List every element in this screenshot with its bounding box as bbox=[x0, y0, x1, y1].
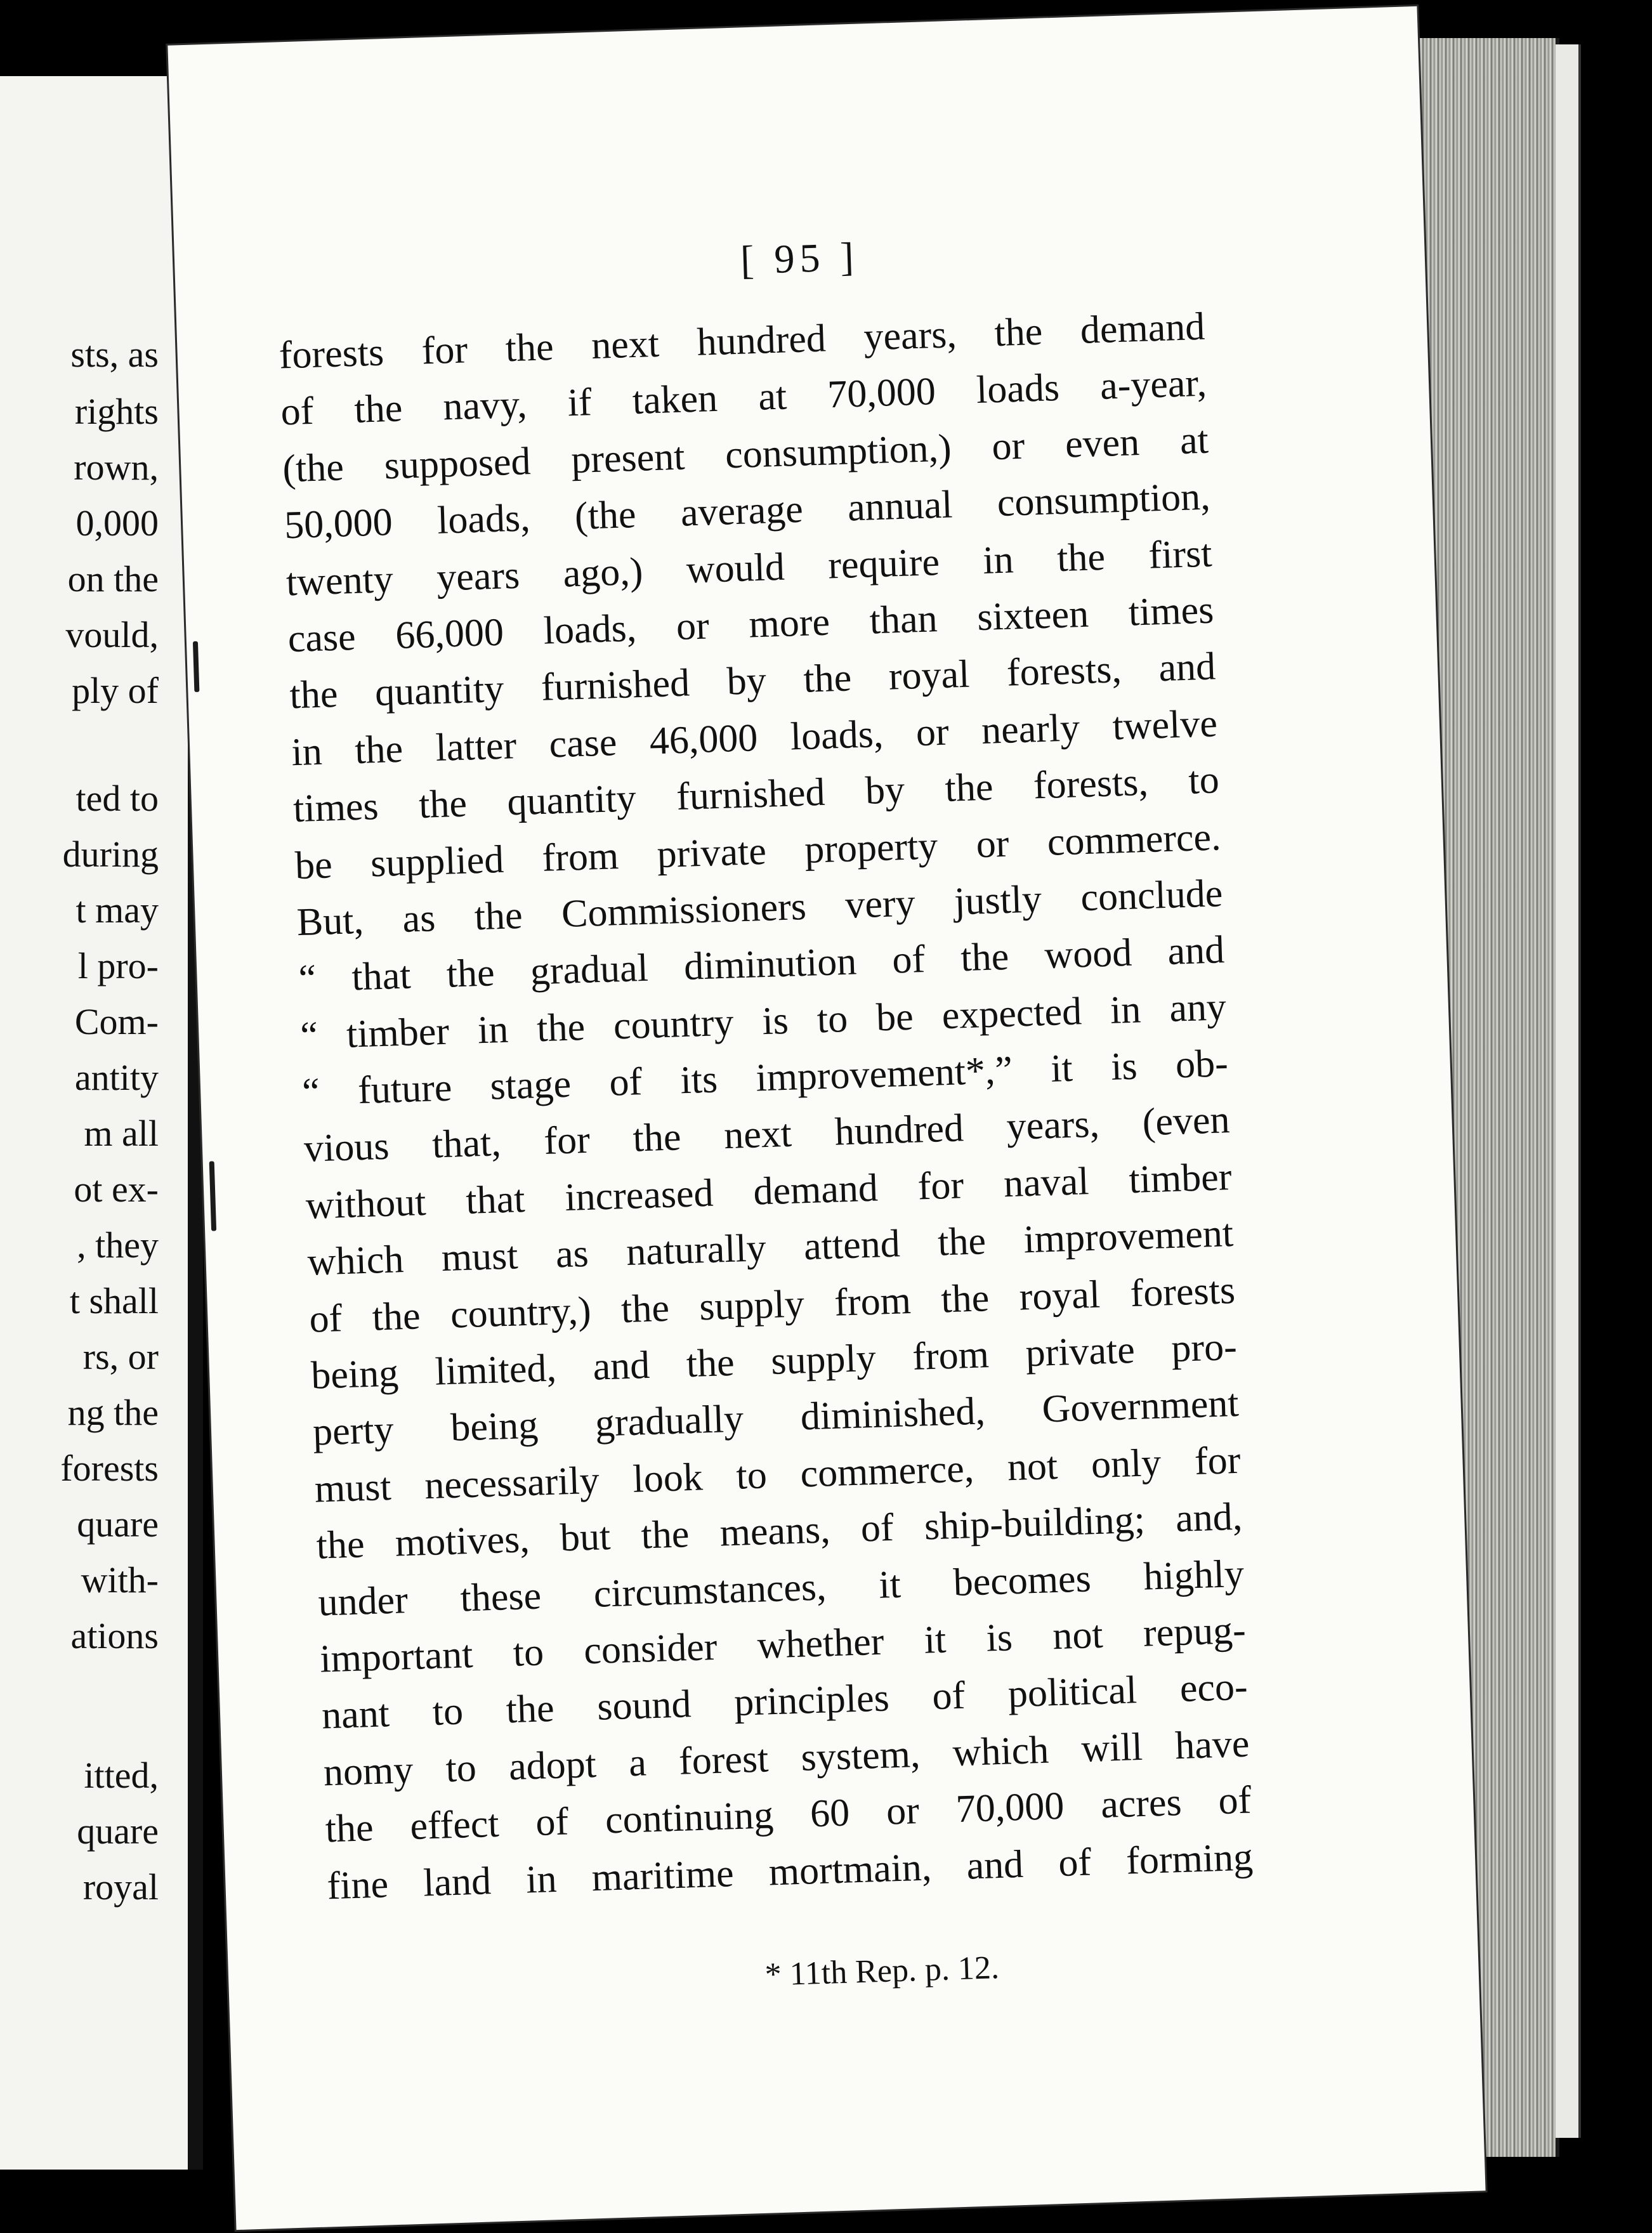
footnote: * 11th Rep. p. 12. bbox=[764, 1949, 1000, 1993]
text-line: the effect of continuing 60 or 70,000 acres of bbox=[324, 1778, 1252, 1851]
text-line: in the latter case 46,000 loads, or nearly twelve bbox=[291, 702, 1218, 774]
text-line: of the navy, if taken at 70,000 loads a-year, bbox=[280, 362, 1207, 434]
text-line: the quantity furnished by the royal forests, and bbox=[289, 645, 1217, 717]
left-page-text-fragment: Com- bbox=[74, 1001, 159, 1042]
left-page-text-fragment: antity bbox=[74, 1057, 159, 1098]
left-page-text-fragment: ng the bbox=[67, 1392, 159, 1433]
text-line: which must as naturally attend the improvement bbox=[306, 1212, 1235, 1285]
text-line: perty being gradually diminished, Government bbox=[312, 1382, 1240, 1455]
binding-stitch bbox=[209, 1161, 216, 1231]
text-line: twenty years ago,) would require in the first bbox=[285, 532, 1213, 604]
left-page-text-fragment: t shall bbox=[69, 1280, 159, 1321]
left-page-text-fragment: ted to bbox=[75, 778, 159, 819]
left-page-text-fragment: ot ex- bbox=[74, 1169, 159, 1210]
left-page-text-fragment: m all bbox=[84, 1113, 159, 1154]
left-page-text-fragment: 0,000 bbox=[75, 502, 159, 544]
left-page-text-fragment: during bbox=[62, 834, 159, 875]
text-line: case 66,000 loads, or more than sixteen times bbox=[287, 588, 1215, 661]
text-line: (the supposed present consumption,) or even at bbox=[282, 418, 1209, 491]
text-line: But, as the Commissioners very justly conclude bbox=[296, 872, 1224, 944]
text-line: “ that the gradual diminution of the wood and bbox=[298, 928, 1226, 1001]
left-page-text-fragment: rs, or bbox=[82, 1336, 159, 1377]
text-line: nomy to adopt a forest system, which will have bbox=[322, 1722, 1250, 1795]
text-line: “ future stage of its improvement*,” it is ob- bbox=[301, 1042, 1229, 1115]
left-page-text-fragment: quare bbox=[77, 1811, 159, 1852]
text-line: 50,000 loads, (the average annual consumption, bbox=[284, 475, 1211, 547]
binding-stitch bbox=[193, 641, 200, 692]
left-page-text-fragment: rights bbox=[74, 391, 159, 432]
text-line: of the country,) the supply from the royal forests bbox=[308, 1268, 1236, 1341]
left-page-text-fragment: l pro- bbox=[77, 945, 159, 986]
left-page-text-fragment: quare bbox=[77, 1503, 159, 1545]
text-line: the motives, but the means, of ship-building; and, bbox=[315, 1495, 1243, 1568]
text-line: times the quantity furnished by the forests, to bbox=[292, 758, 1220, 831]
left-page-text-fragment: ply of bbox=[72, 670, 159, 711]
text-line: vious that, for the next hundred years, (even bbox=[303, 1098, 1231, 1171]
text-line: “ timber in the country is to be expected in any bbox=[299, 985, 1227, 1058]
text-line: be supplied from private property or commerce. bbox=[294, 815, 1222, 887]
text-line: without that increased demand for naval timber bbox=[305, 1155, 1233, 1228]
text-line: under these circumstances, it becomes highly bbox=[317, 1552, 1245, 1625]
left-page-text-fragment: vould, bbox=[65, 614, 159, 655]
left-page-text-fragment: rown, bbox=[74, 447, 159, 488]
text-line: nant to the sound principles of political eco- bbox=[321, 1665, 1249, 1738]
text-line: must necessarily look to commerce, not only for bbox=[313, 1438, 1242, 1511]
text-line: being limited, and the supply from private pro- bbox=[310, 1325, 1238, 1398]
left-page-text-fragment: with- bbox=[81, 1559, 159, 1601]
left-page-text-fragment: t may bbox=[75, 889, 159, 931]
left-page-text-fragment: on the bbox=[67, 558, 159, 599]
text-line: important to consider whether it is not repug- bbox=[319, 1608, 1247, 1681]
left-page-text-fragment: itted, bbox=[84, 1755, 159, 1796]
text-line: forests for the next hundred years, the demand bbox=[278, 304, 1206, 377]
main-page bbox=[167, 6, 1485, 2230]
left-page-text-fragment: , they bbox=[77, 1224, 159, 1266]
left-page bbox=[0, 76, 194, 2170]
cover-edge bbox=[1556, 44, 1581, 2138]
left-page-text-fragment: ations bbox=[70, 1615, 159, 1656]
page-number: [ 95 ] bbox=[740, 233, 860, 283]
left-page-text-fragment: sts, as bbox=[70, 334, 159, 375]
body-text bbox=[278, 299, 1254, 1915]
left-page-text-fragment: forests bbox=[60, 1448, 159, 1489]
text-line: fine land in maritime mortmain, and of forming bbox=[326, 1835, 1254, 1908]
left-page-text-fragment: royal bbox=[82, 1866, 159, 1908]
